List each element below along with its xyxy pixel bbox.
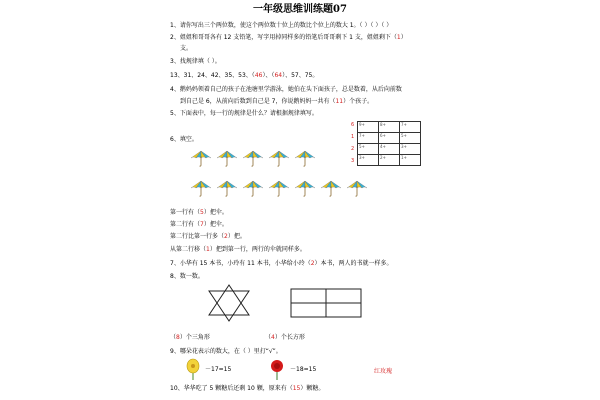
answer-rectangles: （4）个长方形: [265, 334, 305, 341]
umbrella-row-1: [190, 150, 320, 167]
red-rose-label: 红玫瑰: [374, 368, 393, 375]
question-8: 8、数一数。: [170, 273, 204, 280]
pattern-cell: 6+: [379, 133, 400, 144]
pattern-cell: 4+: [379, 144, 400, 155]
fill-line-2: 第二行有（7）把伞。: [170, 221, 228, 228]
answer-fill-2: 7: [200, 221, 204, 228]
answer-10: 15: [292, 385, 301, 392]
sequence-question: 13、31、24、42、35、53、（46）、（64）、57、75。: [170, 72, 319, 79]
rectangle-figure: [290, 288, 362, 318]
flower-equation-2: －18=15: [290, 366, 317, 373]
umbrella-icon: [320, 180, 342, 197]
answer-7: 2: [310, 260, 315, 267]
answer-triangles: （8）个三角形: [170, 334, 210, 341]
question-6: 6、填空。: [170, 136, 198, 143]
umbrella-icon: [216, 180, 238, 197]
red-rose-icon: [268, 358, 286, 380]
pattern-cell: 7+: [358, 133, 379, 144]
pattern-cell: 3+: [400, 144, 421, 155]
umbrella-icon: [190, 150, 212, 167]
answer-fill-3: 2: [224, 233, 228, 240]
side-label-3: 3: [351, 158, 355, 164]
fill-line-3: 第二行比第一行多（2）把。: [170, 233, 246, 240]
question-7: 7、小华有 15 本书，小玲有 11 本书，小华给小玲（2）本书，两人的书就一样多。: [170, 260, 393, 267]
fill-line-4: 从第二行移（1）把到第一行，两行的伞就同样多。: [170, 246, 306, 253]
side-label-2: 2: [351, 146, 355, 152]
answer-2: 1: [396, 34, 401, 41]
pattern-cell: 3+: [358, 155, 379, 166]
answer-fill-4: 1: [206, 246, 210, 253]
question-1: 1、请你写出三个两位数，使这个两位数十位上的数比个位上的数大 1。（ ）（ ）（ ）: [170, 22, 393, 29]
umbrella-icon: [242, 150, 264, 167]
question-2: 2、姐姐和哥哥各有 12 支铅笔，写字用掉同样多的铅笔后哥哥剩下 1 支，姐姐剩下（1）: [170, 34, 407, 41]
umbrella-row-2: [190, 180, 372, 197]
umbrella-icon: [268, 180, 290, 197]
umbrella-icon: [268, 150, 290, 167]
question-2-cont: 支。: [180, 45, 193, 52]
star-of-david-figure: [206, 283, 252, 323]
umbrella-icon: [216, 150, 238, 167]
flower-equation-1: －17=15: [205, 366, 232, 373]
question-4: 4、鹅妈妈领着自己的孩子在池塘里学游泳，她伯在头下面孩子，总是数着，从后向前数: [170, 86, 402, 93]
pattern-cell: 7+: [400, 122, 421, 133]
question-5: 5、下面表中，每一行的规律是什么？请根据规律填写。: [170, 110, 318, 117]
pattern-cell: 9+: [358, 122, 379, 133]
pattern-cell: 1+: [400, 155, 421, 166]
question-9: 9、哪朵花表示的数大，在（ ）里打“√”。: [170, 348, 282, 355]
pattern-cell: 2+: [379, 155, 400, 166]
umbrella-icon: [346, 180, 368, 197]
umbrella-icon: [242, 180, 264, 197]
page-title: 一年级思维训练题07: [253, 4, 347, 15]
pattern-cell: 5+: [400, 133, 421, 144]
answer-4: 11: [335, 98, 344, 105]
answer-seq-1: 46: [254, 72, 263, 79]
pattern-table: [357, 121, 421, 166]
pattern-cell: 5+: [358, 144, 379, 155]
umbrella-icon: [190, 180, 212, 197]
answer-seq-2: 64: [274, 72, 283, 79]
question-3: 3、找规律填（ ）。: [170, 58, 221, 65]
side-label-1: 1: [351, 134, 355, 140]
question-10: 10、华华吃了 5 颗糖后还剩 10 颗，原来有（15）颗糖。: [170, 385, 325, 392]
answer-fill-1: 5: [200, 209, 204, 216]
fill-line-1: 第一行有（5）把伞。: [170, 209, 228, 216]
umbrella-icon: [294, 180, 316, 197]
side-label-0: 6: [351, 122, 355, 128]
yellow-flower-icon: [184, 358, 202, 380]
umbrella-icon: [294, 150, 316, 167]
question-4-cont: 到自己是 6，从前向后数到自己是 7，你说鹅妈妈一共有（11）个孩子。: [180, 98, 374, 105]
pattern-cell: 8+: [379, 122, 400, 133]
